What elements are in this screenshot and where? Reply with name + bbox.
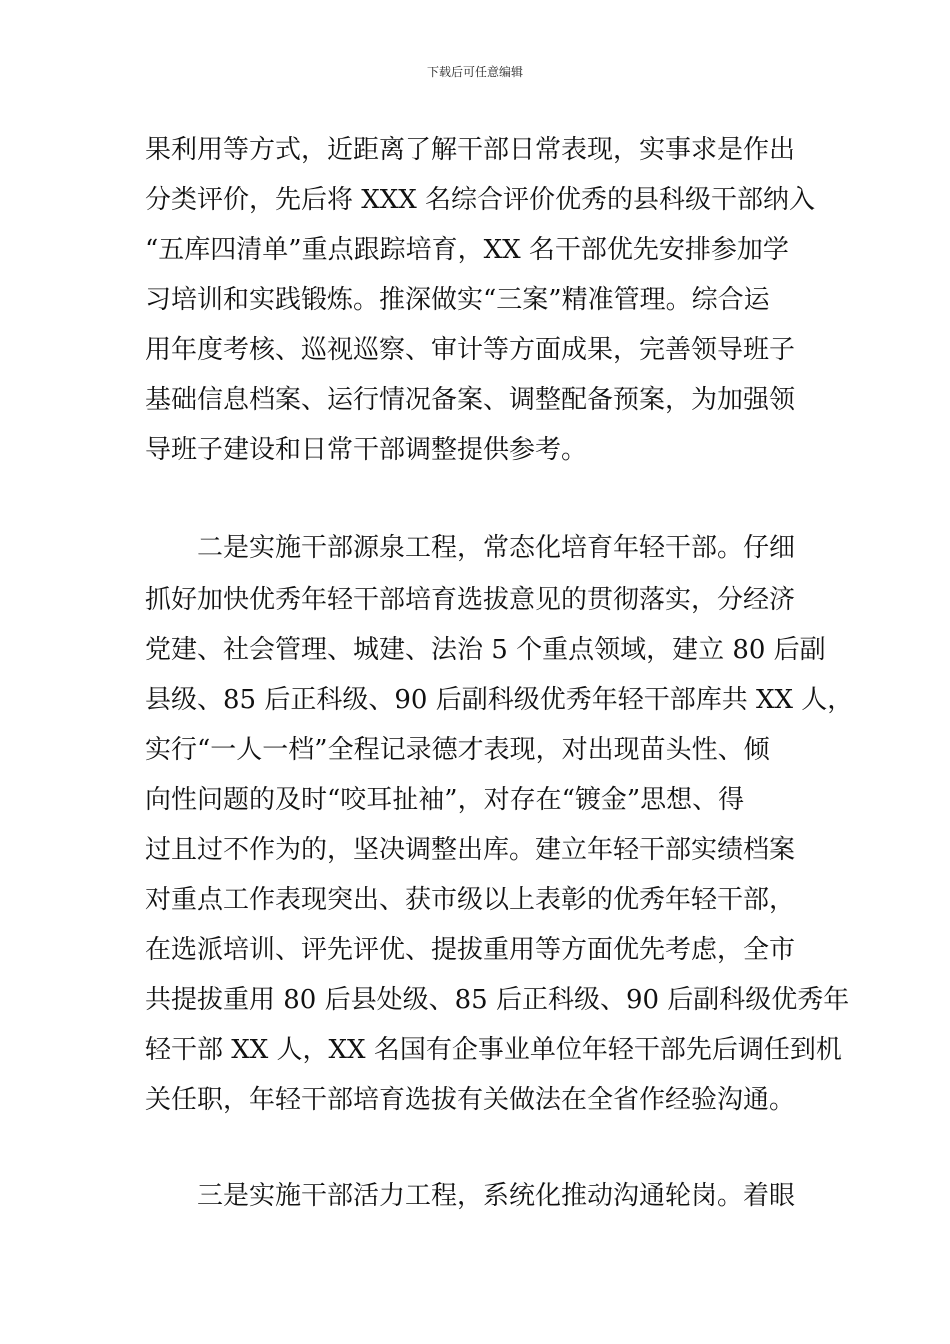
paragraph-2-line-9: 在选派培训、评先评优、提拔重用等方面优先考虑，全市 <box>145 935 796 965</box>
paragraph-2-line-4: 县级、85 后正科级、90 后副科级优秀年轻干部库共 XX 人， <box>145 685 854 715</box>
paragraph-3-line-1: 三是实施干部活力工程，系统化推动沟通轮岗。着眼 <box>197 1181 796 1211</box>
paragraph-1-line-1: 果利用等方式，近距离了解干部日常表现，实事求是作出 <box>145 135 796 165</box>
paragraph-1-line-7: 导班子建设和日常干部调整提供参考。 <box>145 435 588 465</box>
paragraph-2-line-2: 抓好加快优秀年轻干部培育选拔意见的贯彻落实，分经济 <box>145 585 796 615</box>
paragraph-2-line-6: 向性问题的及时“咬耳扯袖”，对存在“镀金”思想、得 <box>145 785 745 815</box>
paragraph-1-line-3: “五库四清单”重点跟踪培育，XX 名干部优先安排参加学 <box>145 235 789 265</box>
paragraph-1-line-4: 习培训和实践锻炼。推深做实“三案”精准管理。综合运 <box>145 285 770 315</box>
paragraph-1-line-5: 用年度考核、巡视巡察、审计等方面成果，完善领导班子 <box>145 335 796 365</box>
paragraph-2-line-8: 对重点工作表现突出、获市级以上表彰的优秀年轻干部， <box>145 885 796 915</box>
paragraph-2-line-10: 共提拔重用 80 后县处级、85 后正科级、90 后副科级优秀年 <box>145 985 850 1015</box>
paragraph-2-line-3: 党建、社会管理、城建、法治 5 个重点领域，建立 80 后副 <box>145 635 826 665</box>
page-header: 下载后可任意编辑 <box>426 65 523 79</box>
paragraph-2-line-1: 二是实施干部源泉工程，常态化培育年轻干部。仔细 <box>197 533 796 563</box>
paragraph-1-line-2: 分类评价，先后将 XXX 名综合评价优秀的县科级干部纳入 <box>145 185 816 215</box>
paragraph-1-line-6: 基础信息档案、运行情况备案、调整配备预案，为加强领 <box>145 385 796 415</box>
paragraph-2-line-12: 关任职，年轻干部培育选拔有关做法在全省作经验沟通。 <box>145 1085 796 1115</box>
paragraph-2-line-5: 实行“一人一档”全程记录德才表现，对出现苗头性、倾 <box>145 735 770 765</box>
paragraph-2-line-11: 轻干部 XX 人，XX 名国有企事业单位年轻干部先后调任到机 <box>145 1035 842 1065</box>
paragraph-2-line-7: 过且过不作为的，坚决调整出库。建立年轻干部实绩档案 <box>145 835 796 865</box>
